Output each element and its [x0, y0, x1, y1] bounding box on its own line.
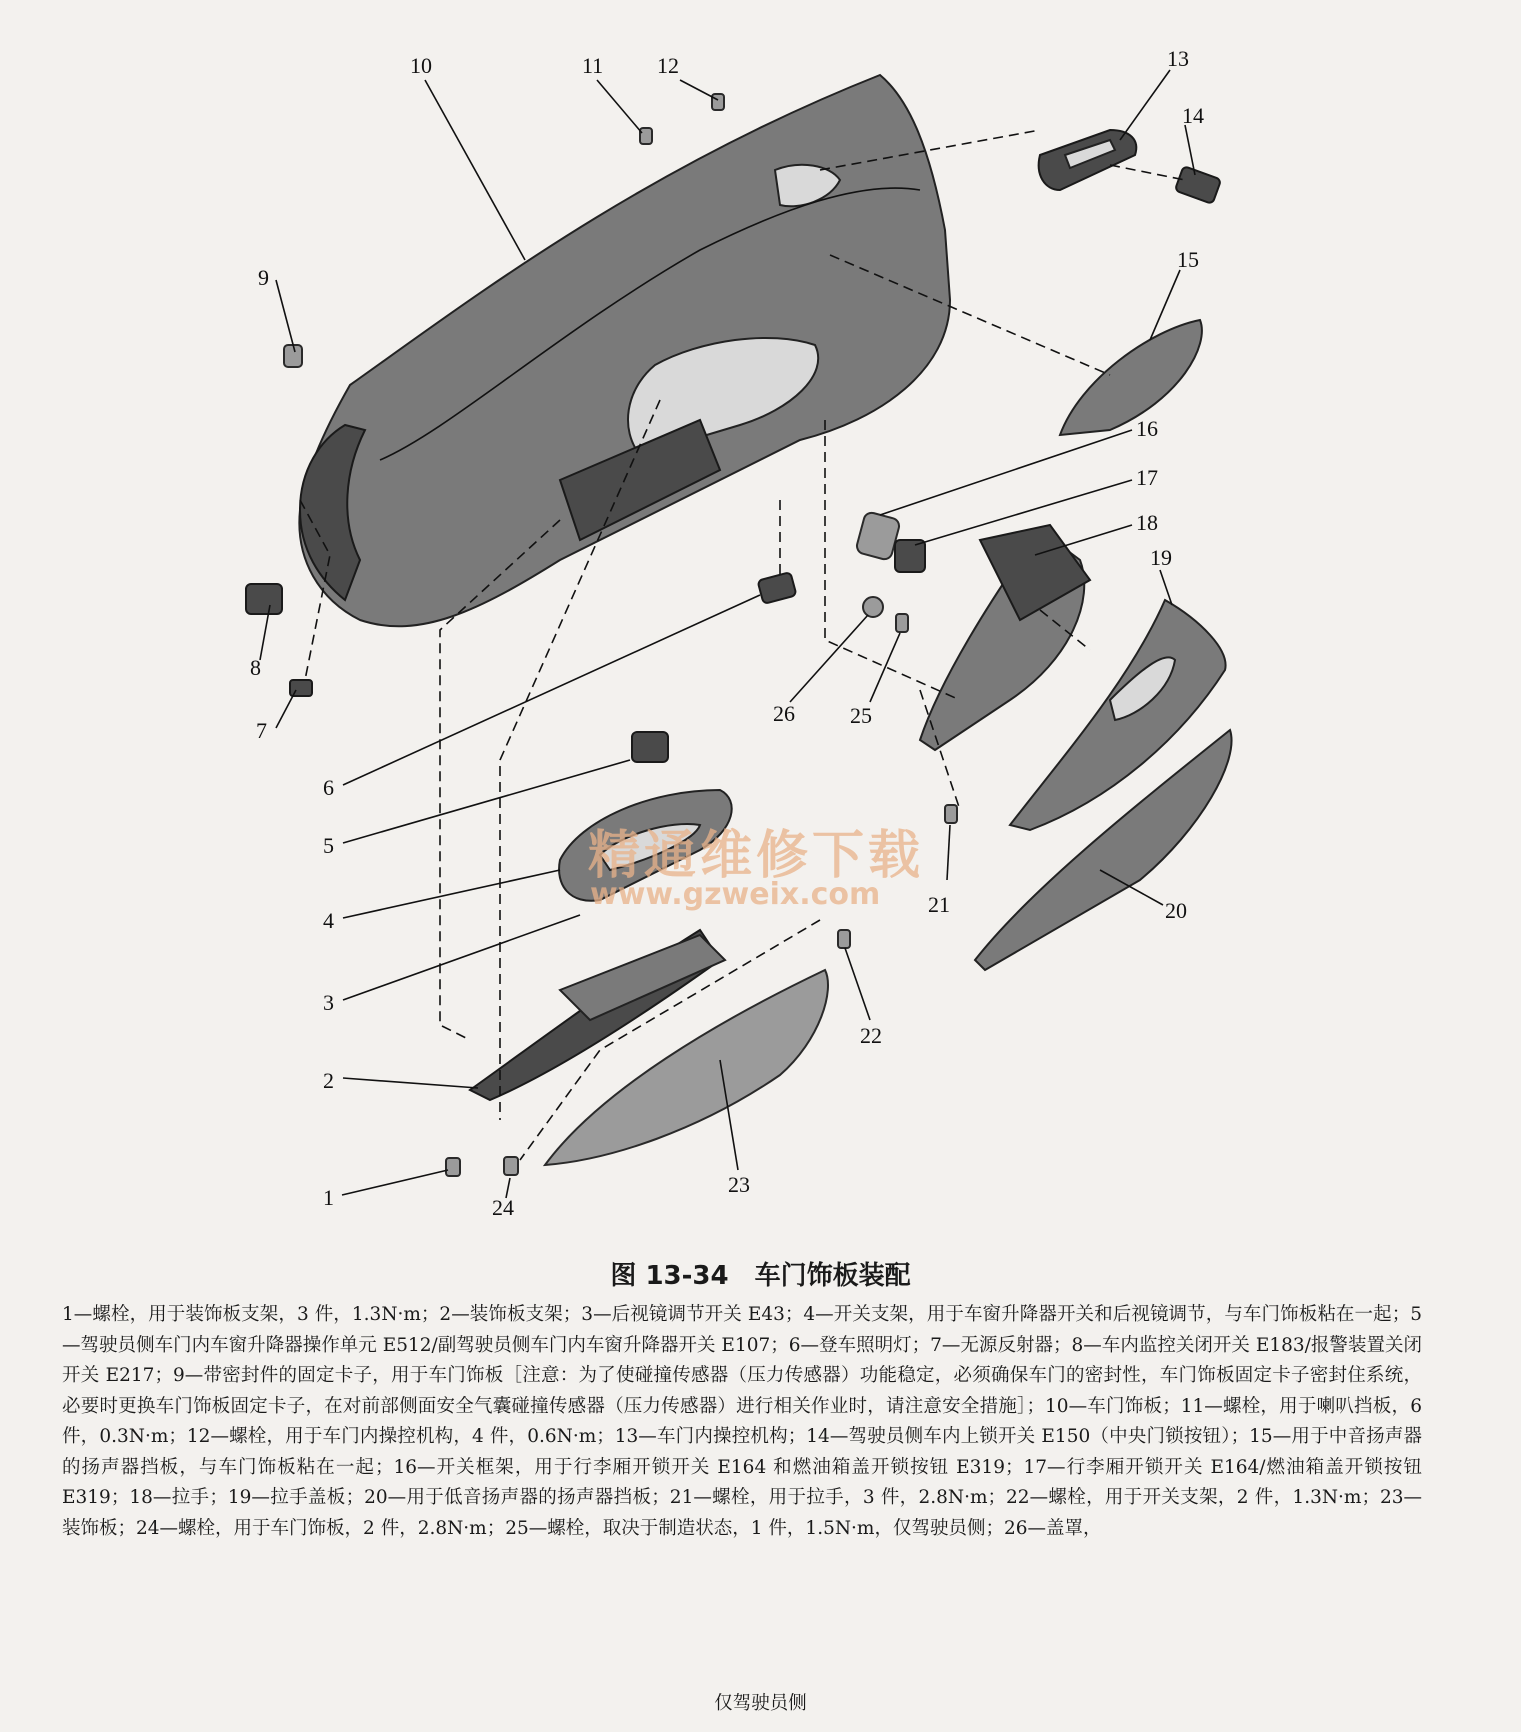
callout-17: 17	[1136, 465, 1158, 490]
callout-10: 10	[410, 53, 432, 78]
entry-light-6	[757, 572, 796, 604]
switch-frame-16	[855, 511, 901, 561]
callout-3: 3	[323, 990, 334, 1015]
figure-caption-last-line: 仅驾驶员侧	[714, 1693, 807, 1714]
callout-13: 13	[1167, 46, 1189, 71]
bolt-12	[712, 94, 724, 110]
callout-8: 8	[250, 655, 261, 680]
bolt-21	[945, 805, 957, 823]
window-switch-5	[632, 732, 668, 762]
callout-1: 1	[323, 1185, 334, 1210]
bolt-25	[896, 614, 908, 632]
cover-cap-26	[863, 597, 883, 617]
bolt-1	[446, 1158, 460, 1176]
callout-15: 15	[1177, 247, 1199, 272]
bolt-11	[640, 128, 652, 144]
bolt-22	[838, 930, 850, 948]
watermark-text: 精通维修下载	[588, 826, 925, 886]
callout-9: 9	[258, 265, 269, 290]
callout-12: 12	[657, 53, 679, 78]
watermark	[588, 826, 924, 912]
door-trim-panel-10	[299, 75, 950, 626]
callout-14: 14	[1182, 103, 1204, 128]
callout-16: 16	[1136, 416, 1158, 441]
callout-18: 18	[1136, 510, 1158, 535]
callout-4: 4	[323, 908, 334, 933]
callout-7: 7	[256, 718, 267, 743]
figure-title: 图 13-34 车门饰板装配	[610, 1261, 911, 1291]
callout-20: 20	[1165, 898, 1187, 923]
callout-5: 5	[323, 833, 334, 858]
clip-9	[284, 345, 302, 367]
mid-speaker-cover-15	[1060, 320, 1202, 435]
callout-6: 6	[323, 775, 334, 800]
central-lock-button-14	[1175, 166, 1221, 204]
callout-24: 24	[492, 1195, 514, 1220]
watermark-url: www.gzweix.com	[590, 877, 881, 912]
figure-caption: 1—螺栓，用于装饰板支架，3 件，1.3N·m；2—装饰板支架；3—后视镜调节开关 E43；4—开关支架，用于车窗升降器开关和后视镜调节，与车门饰板粘在一起；5—驾驶员侧车门内车窗升降器操作单元 E512/副驾驶员侧车门内车窗升降器开关 E107；6—登车照明灯；7—无源反射器；8—车内监控关闭开关 E183/报警装置关闭开关 E217；9—带密封件的固定卡子，用于车门饰板［注意：为了使碰撞传感器（压力传感器）功能稳定，必须确保车门的密封性，车门饰板固定卡子密封住系统，必要时更换车门饰板固定卡子，在对前部侧面安全气囊碰撞传感器（压力传感器）进行相关作业时，请注意安全措施］；10—车门饰板；11—螺栓，用于喇叭挡板，6 件，0.3N·m；12—螺栓，用于车门内操控机构，4 件，0.6N·m；13—车门内操控机构；14—驾驶员侧车内上锁开关 E150（中央门锁按钮）；15—用于中音扬声器的扬声器挡板，与车门饰板粘在一起；16—开关框架，用于行李厢开锁开关 E164 和燃油箱盖开锁按钮 E319；17—行李厢开锁开关 E164/燃油箱盖开锁按钮 E319；18—拉手；19—拉手盖板；20—用于低音扬声器的扬声器挡板；21—螺栓，用于拉手，3 件，2.8N·m；22—螺栓，用于开关支架，2 件，1.3N·m；23—装饰板；24—螺栓，用于车门饰板，2 件，2.8N·m；25—螺栓，取决于制造状态，1 件，1.5N·m，仅驾驶员侧；26—盖罩，	[62, 1304, 1422, 1539]
trunk-switch-17	[895, 540, 925, 572]
callout-22: 22	[860, 1023, 882, 1048]
pull-handle-18	[920, 525, 1090, 750]
callout-26: 26	[773, 701, 795, 726]
callout-19: 19	[1150, 545, 1172, 570]
callout-21: 21	[928, 892, 950, 917]
callout-2: 2	[323, 1068, 334, 1093]
monitoring-switch-8	[246, 584, 282, 614]
callout-23: 23	[728, 1172, 750, 1197]
bolt-24	[504, 1157, 518, 1175]
callout-11: 11	[582, 53, 604, 78]
callout-25: 25	[850, 703, 872, 728]
